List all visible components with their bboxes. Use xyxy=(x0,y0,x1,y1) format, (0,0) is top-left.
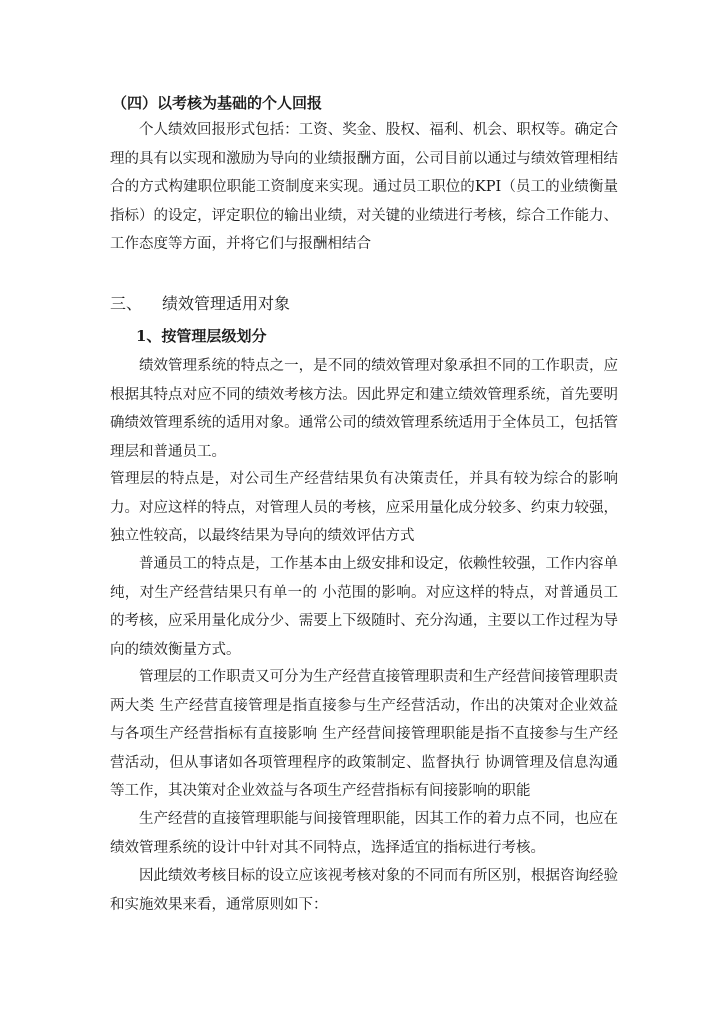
section-heading-3 xyxy=(110,293,618,315)
paragraph-1 xyxy=(110,352,618,466)
section-title: 绩效管理适用对象 xyxy=(162,294,291,313)
paragraph-personal-reward xyxy=(110,116,618,259)
paragraph-text: 生产经营的直接管理职能与间接管理职能，因其工作的着力点不同，也应在绩效管理系统的设计中针对其不同特点，选择适宜的指标进行考核。 xyxy=(110,811,618,856)
paragraph-text: 管理层的特点是，对公司生产经营结果负有决策责任，并具有较为综合的影响力。对应这样的特点，对管理人员的考核，应采用量化成分较多、约束力较强，独立性较高，以最终结果为导向的绩效评估方式 xyxy=(110,471,618,544)
paragraph-3 xyxy=(110,550,618,664)
paragraph-text: 个人绩效回报形式包括：工资、奖金、股权、福利、机会、职权等。确定合理的具有以实现和激励为导向的业绩报酬方面，公司目前以通过与绩效管理相结合的方式构建职位职能工资制度来实现。通过员工职位的KPI（员工的业绩衡量指标）的设定，评定职位的输出业绩，对关键的业绩进行考核，综合工作能力、工作态度等方面，并将它们与报酬相结合 xyxy=(110,122,618,252)
paragraph-text: 因此绩效考核目标的设立应该视考核对象的不同而有所区别，根据咨询经验和实施效果来看，通常原则如下： xyxy=(110,868,618,913)
subsection-heading-1: 1、按管理层级划分 xyxy=(136,327,267,345)
section-number: 三、 xyxy=(110,294,143,313)
paragraph-4 xyxy=(110,663,618,806)
paragraph-text: 管理层的工作职责又可分为生产经营直接管理职责和生产经营间接管理职责两大类 生产经营直接管理是指直接参与生产经营活动，作出的决策对企业效益与各项生产经营指标有直接影响 生产经营间接管理职能是指不直接参与生产经营活动，但从事诸如各项管理程序的政策制定、监督执行 协调管理及信息沟通等工作，其决策对企业效益与各项生产经营指标有间接影响的职能 xyxy=(110,669,618,799)
paragraph-text: 普通员工的特点是，工作基本由上级安排和设定，依赖性较强，工作内容单纯，对生产经营结果只有单一的 小范围的影响。对应这样的特点，对普通员工的考核，应采用量化成分少、需要上下级随时、充分沟通，主要以工作过程为导向的绩效衡量方式。 xyxy=(110,556,618,658)
section-heading-4: （四）以考核为基础的个人回报 xyxy=(112,94,323,112)
paragraph-text: 绩效管理系统的特点之一，是不同的绩效管理对象承担不同的工作职责，应根据其特点对应不同的绩效考核方法。因此界定和建立绩效管理系统，首先要明确绩效管理系统的适用对象。通常公司的绩效管理系统适用于全体员工，包括管理层和普通员工。 xyxy=(110,358,618,460)
paragraph-5 xyxy=(110,805,618,862)
paragraph-6 xyxy=(110,862,618,919)
paragraph-2 xyxy=(110,465,618,551)
